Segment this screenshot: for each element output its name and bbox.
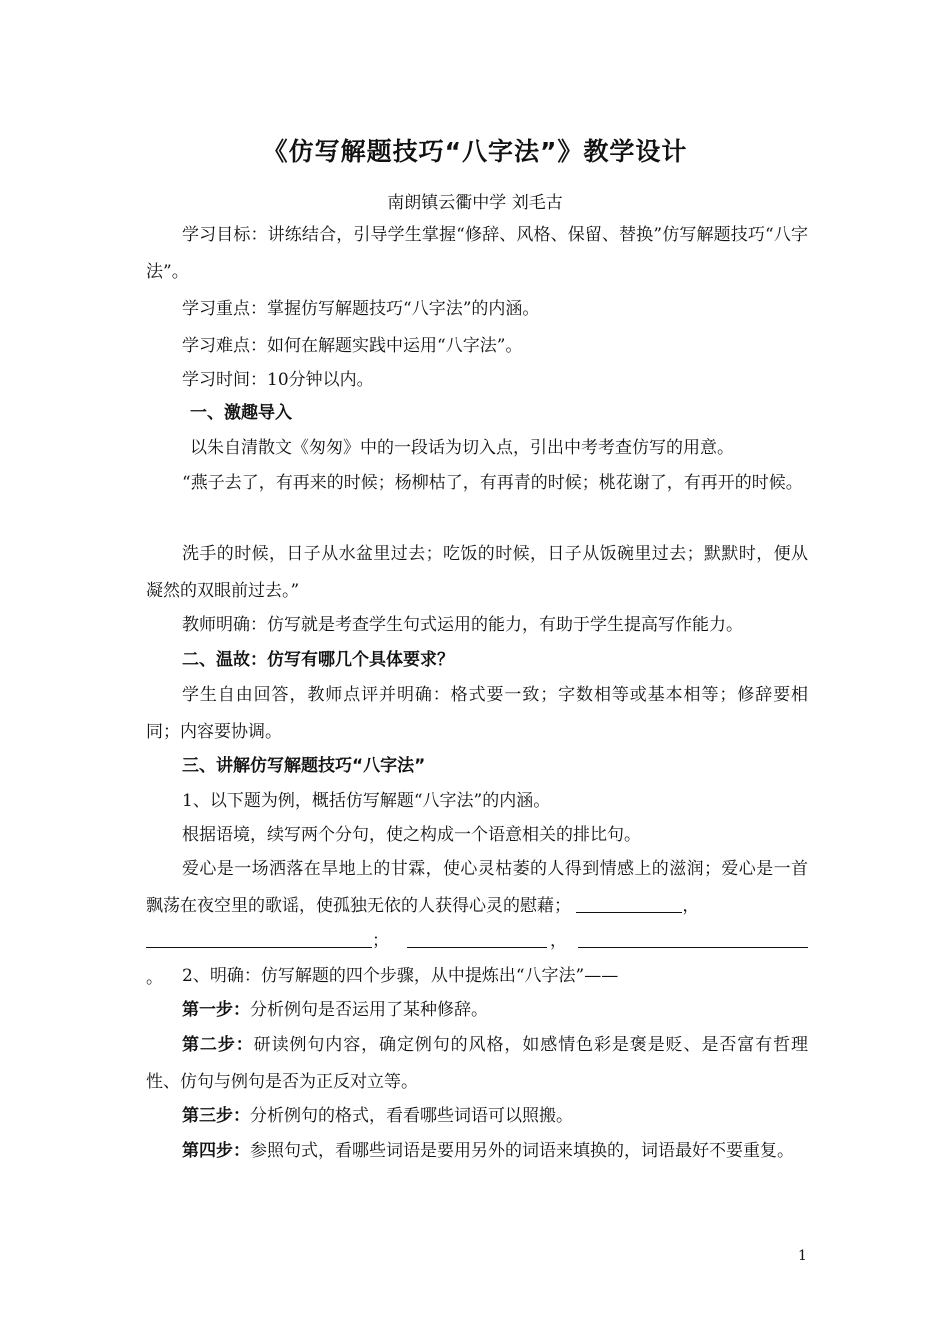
document-title: 《仿写解题技巧“八字法”》教学设计 <box>262 137 688 166</box>
step-4-label: 第四步： <box>182 1141 250 1161</box>
answer-blank-4 <box>578 931 808 948</box>
section-3-item-1: 1、以下题为例，概括仿写解题“八字法”的内涵。 <box>182 791 551 811</box>
step-3-text: 分析例句的格式，看看哪些词语可以照搬。 <box>250 1106 573 1126</box>
answer-blank-1 <box>576 896 682 913</box>
section-3-item-2: 2、明确：仿写解题的四个步骤，从中提炼出“八字法”—— <box>182 966 619 986</box>
section-1-intro: 以朱自清散文《匆匆》中的一段话为切入点，引出中考考查仿写的用意。 <box>190 438 734 458</box>
blank-punct-4: 。 <box>146 968 163 988</box>
example-text: 爱心是一场洒落在旱地上的甘霖，使心灵枯萎的人得到情感上的滋润；爱心是一首飘荡在夜空里的歌谣，使孤独无依的人获得心灵的慰藉； <box>146 859 808 916</box>
step-4-text: 参照句式，看哪些词语是要用另外的词语来填换的，词语最好不要重复。 <box>250 1141 794 1161</box>
step-2 <box>146 1027 808 1101</box>
blank-punct-2: ； <box>372 931 389 951</box>
step-3 <box>146 1098 808 1135</box>
quote-paragraph-2: 洗手的时候，日子从水盆里过去；吃饭的时候，日子从饭碗里过去；默默时，便从凝然的双眼前过去。” <box>146 544 808 601</box>
learning-goal: 学习目标：讲练结合，引导学生掌握“修辞、风格、保留、替换”仿写解题技巧“八字法”。 <box>146 225 808 282</box>
step-4 <box>146 1133 808 1170</box>
exercise-task: 根据语境，续写两个分句，使之构成一个语意相关的排比句。 <box>182 825 641 845</box>
section-1-heading: 一、激趣导入 <box>190 403 292 423</box>
quote-paragraph-1: “燕子去了，有再来的时候；杨柳枯了，有再青的时候；桃花谢了，有再开的时候。 <box>182 473 803 493</box>
exercise-example <box>146 851 808 925</box>
section-3-heading: 三、讲解仿写解题技巧“八字法” <box>182 756 426 776</box>
page-number: 1 <box>798 1248 807 1264</box>
step-1-label: 第一步： <box>182 1000 250 1020</box>
step-3-label: 第三步： <box>182 1106 250 1126</box>
learning-key-point: 学习重点：掌握仿写解题技巧“八字法”的内涵。 <box>182 299 540 319</box>
blank-punct-3: ， <box>547 931 570 951</box>
author-line: 南朗镇云衢中学 刘毛古 <box>387 193 563 213</box>
blank-punct-1: ， <box>682 896 700 916</box>
teacher-clarification: 教师明确：仿写就是考查学生句式运用的能力，有助于学生提高写作能力。 <box>182 615 743 635</box>
step-2-label: 第二步： <box>182 1035 254 1055</box>
section-2-text: 学生自由回答，教师点评并明确：格式要一致；字数相等或基本相等；修辞要相同；内容要协调。 <box>146 685 808 742</box>
step-1 <box>146 992 808 1029</box>
learning-difficulty: 学习难点：如何在解题实践中运用“八字法”。 <box>182 336 523 356</box>
step-2-text: 研读例句内容，确定例句的风格，如感情色彩是褒是贬、是否富有哲理性、仿句与例句是否为正反对立等。 <box>146 1035 809 1092</box>
learning-time: 学习时间：10分钟以内。 <box>182 370 374 390</box>
answer-blank-3 <box>407 931 547 948</box>
answer-blank-2 <box>146 931 372 948</box>
section-2-heading: 二、温故：仿写有哪几个具体要求？ <box>182 650 454 670</box>
step-1-text: 分析例句是否运用了某种修辞。 <box>250 1000 488 1020</box>
